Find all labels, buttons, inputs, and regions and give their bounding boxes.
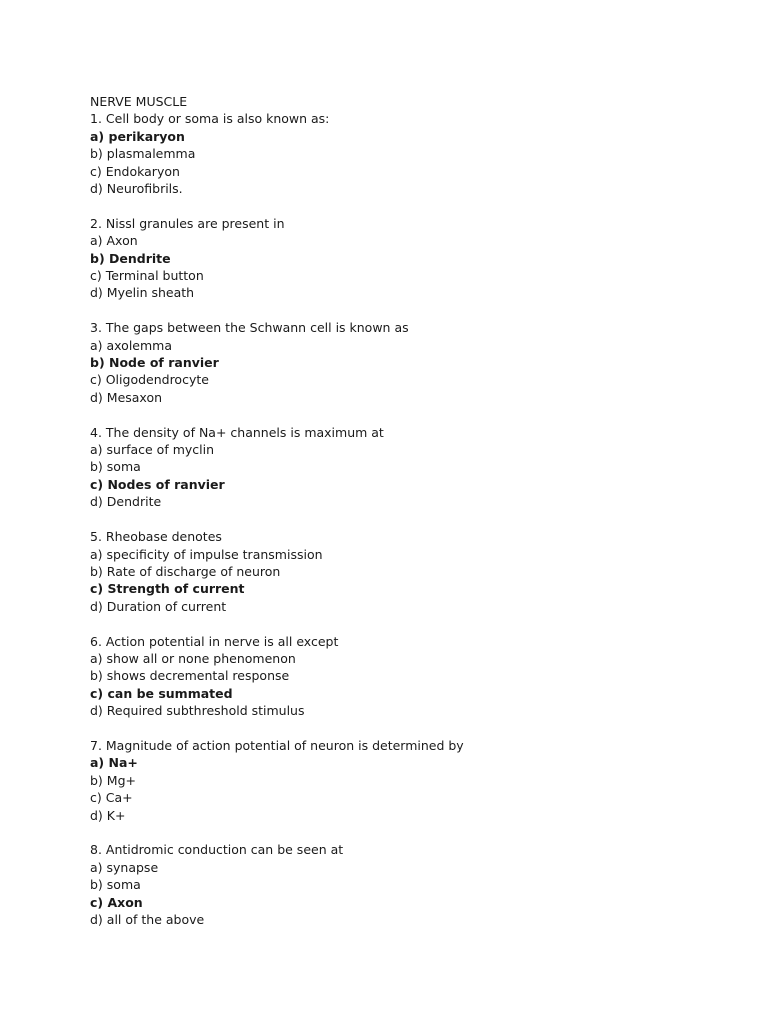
question-block	[90, 215, 730, 302]
answer-option: a) specificity of impulse transmission	[90, 546, 323, 562]
question-text: 1. Cell body or soma is also known as:	[90, 111, 330, 127]
correct-answer-option: c) Axon	[90, 894, 143, 910]
answer-option: b) Mg+	[90, 772, 136, 788]
answer-option: b) shows decremental response	[90, 668, 290, 684]
document-title: NERVE MUSCLE	[90, 94, 188, 109]
answer-option: b) soma	[90, 459, 141, 475]
correct-answer-option: a) Na+	[90, 755, 138, 771]
question-text: 2. Nissl granules are present in	[90, 215, 285, 231]
answer-option: d) Required subthreshold stimulus	[90, 703, 305, 719]
question-text: 7. Magnitude of action potential of neuron is determined by	[90, 737, 464, 753]
question-text: 8. Antidromic conduction can be seen at	[90, 842, 344, 858]
question-block	[90, 110, 730, 197]
correct-answer-option: c) Strength of current	[90, 581, 245, 597]
answer-option: a) synapse	[90, 859, 159, 875]
question-text: 5. Rheobase denotes	[90, 529, 222, 545]
question-list	[90, 110, 730, 928]
answer-option: a) surface of myclin	[90, 442, 215, 458]
question-text: 6. Action potential in nerve is all except	[90, 633, 339, 649]
answer-option: c) Oligodendrocyte	[90, 372, 209, 388]
correct-answer-option: c) Nodes of ranvier	[90, 476, 225, 492]
answer-option: c) Endokaryon	[90, 163, 180, 179]
answer-option: c) Ca+	[90, 790, 133, 806]
document-body	[90, 93, 730, 928]
answer-option: d) Neurofibrils.	[90, 181, 183, 197]
correct-answer-option: c) can be summated	[90, 685, 233, 701]
answer-option: b) plasmalemma	[90, 146, 196, 162]
answer-option: c) Terminal button	[90, 268, 204, 284]
question-block	[90, 841, 730, 928]
answer-option: d) Mesaxon	[90, 389, 163, 405]
answer-option: d) Myelin sheath	[90, 285, 195, 301]
answer-option: a) Axon	[90, 233, 138, 249]
question-text: 4. The density of Na+ channels is maximum at	[90, 424, 384, 440]
correct-answer-option: b) Dendrite	[90, 250, 171, 266]
question-block	[90, 528, 730, 615]
question-text: 3. The gaps between the Schwann cell is known as	[90, 320, 409, 336]
correct-answer-option: a) perikaryon	[90, 128, 185, 144]
correct-answer-option: b) Node of ranvier	[90, 355, 219, 371]
answer-option: d) all of the above	[90, 911, 205, 927]
answer-option: d) Dendrite	[90, 494, 162, 510]
question-block	[90, 424, 730, 511]
answer-option: b) Rate of discharge of neuron	[90, 563, 281, 579]
question-block	[90, 319, 730, 406]
question-block	[90, 737, 730, 824]
answer-option: d) Duration of current	[90, 598, 227, 614]
answer-option: a) show all or none phenomenon	[90, 650, 296, 666]
question-block	[90, 633, 730, 720]
answer-option: b) soma	[90, 877, 141, 893]
answer-option: d) K+	[90, 807, 126, 823]
answer-option: a) axolemma	[90, 337, 173, 353]
